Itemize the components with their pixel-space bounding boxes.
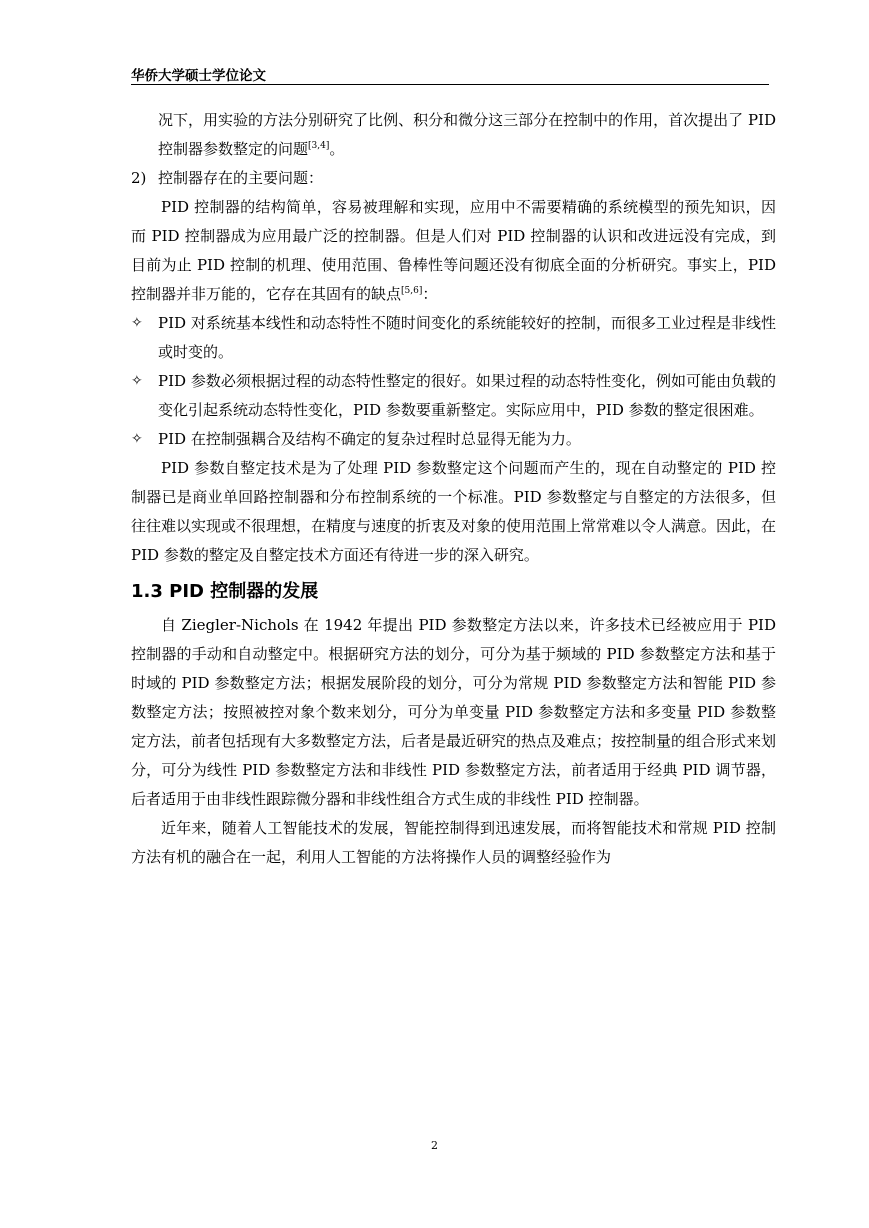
citation: [5,6] (401, 286, 423, 296)
item-number: 2) (131, 169, 147, 187)
paragraph-text: PID 控制器的结构简单，容易被理解和实现，应用中不需要精确的系统模型的预先知识，因而 PID 控制器成为应用最广泛的控制器。但是人们对 PID 控制器的认识和改进远没有完成，到目前为止 PID 控制的机理、使用范围、鲁棒性等问题还没有彻底全面的分析研究。事实上，PID 控制器并非万能的，它存在其固有的缺点 (131, 198, 776, 303)
bullet-text: PID 参数必须根据过程的动态特性整定的很好。如果过程的动态特性变化，例如可能由负载的变化引起系统动态特性变化，PID 参数要重新整定。实际应用中，PID 参数的整定很困难。 (158, 372, 776, 419)
bullet-item (131, 309, 776, 367)
page-number: 2 (431, 1139, 438, 1152)
item-text: 控制器存在的主要问题： (158, 169, 324, 187)
header-rule (131, 84, 769, 85)
running-header: 华侨大学硕士学位论文 (131, 68, 266, 84)
paragraph: 近年来，随着人工智能技术的发展，智能控制得到迅速发展，而将智能技术和常规 PID 控制方法有机的融合在一起，利用人工智能的方法将操作人员的调整经验作为 (131, 819, 776, 866)
bullet-item (131, 425, 776, 454)
paragraph (131, 193, 776, 309)
diamond-bullet-icon: ✧ (131, 315, 143, 331)
citation: [3,4] (308, 141, 330, 151)
paragraph: 自 Ziegler-Nichols 在 1942 年提出 PID 参数整定方法以来，许多技术已经被应用于 PID 控制器的手动和自动整定中。根据研究方法的划分，可分为基于频域的 PID 参数整定方法和基于时域的 PID 参数整定方法；根据发展阶段的划分，可分为常规 PID 参数整定方法和智能 PID 参数整定方法；按照被控对象个数来划分，可分为单变量 PID 参数整定方法和多变量 PID 参数整定方法，前者包括现有大多数整定方法，后者是最近研究的热点及难点；按控制量的组合形式来划分，可分为线性 PID 参数整定方法和非线性 PID 参数整定方法，前者适用于经典 PID 调节器，后者适用于由非线性跟踪微分器和非线性组合方式生成的非线性 PID 控制器。 (131, 616, 777, 808)
bullet-text: PID 在控制强耦合及结构不确定的复杂过程时总显得无能为力。 (158, 430, 581, 448)
diamond-bullet-icon: ✧ (131, 373, 143, 389)
paragraph-end: 。 (329, 140, 345, 158)
section-heading: 1.3 PID 控制器的发展 (131, 581, 319, 602)
bullet-text: PID 对系统基本线性和动态特性不随时间变化的系统能较好的控制，而很多工业过程是非线性或时变的。 (158, 314, 776, 361)
paragraph: PID 参数自整定技术是为了处理 PID 参数整定这个问题而产生的，现在自动整定的 PID 控制器已是商业单回路控制器和分布控制系统的一个标准。PID 参数整定与自整定的方法很多，但往往难以实现或不很理想，在精度与速度的折衷及对象的使用范围上常常难以令人满意。因此，在 PID 参数的整定及自整定技术方面还有待进一步的深入研究。 (131, 459, 777, 564)
paragraph-end: ： (422, 285, 438, 303)
paragraph-text: 况下，用实验的方法分别研究了比例、积分和微分这三部分在控制中的作用，首次提出了 PID 控制器参数整定的问题 (158, 111, 776, 158)
numbered-item (131, 164, 776, 193)
diamond-bullet-icon: ✧ (131, 431, 143, 447)
paragraph-continued (131, 106, 776, 164)
body-text (131, 106, 776, 872)
bullet-item (131, 367, 776, 425)
